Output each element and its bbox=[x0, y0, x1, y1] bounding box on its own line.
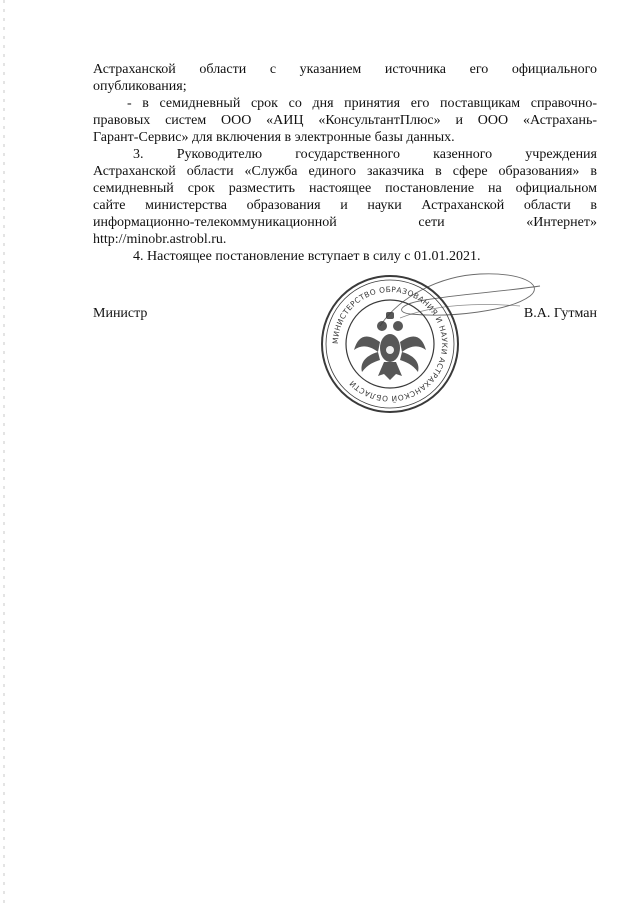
body-line-3: - в семидневный срок со дня принятия его поставщикам справочно- bbox=[127, 96, 597, 111]
signatory-title: Министр bbox=[93, 306, 148, 321]
signatory-name: В.А. Гутман bbox=[523, 306, 597, 321]
body-line-10: информационно-телекоммуникационной сети «Интернет» bbox=[93, 215, 597, 230]
body-line-4: правовых систем ООО «АИЦ «КонсультантПлюс» и ООО «Астрахань- bbox=[93, 113, 597, 128]
body-line-5: Гарант-Сервис» для включения в электронные базы данных. bbox=[93, 130, 455, 145]
official-seal-icon bbox=[318, 272, 462, 416]
body-line-7: Астраханской области «Служба единого заказчика в сфере образования» в bbox=[93, 164, 597, 179]
seal-ring-text: МИНИСТЕРСТВО ОБРАЗОВАНИЯ И НАУКИ АСТРАХАНСКОЙ ОБЛАСТИ bbox=[330, 284, 450, 404]
document-body bbox=[93, 61, 597, 265]
body-line-6: 3. Руководителю государственного казенного учреждения bbox=[133, 147, 597, 162]
signature-block bbox=[93, 306, 597, 326]
body-line-2: опубликования; bbox=[93, 79, 187, 94]
scan-edge-artifact bbox=[3, 0, 5, 905]
body-line-12: 4. Настоящее постановление вступает в силу с 01.01.2021. bbox=[133, 249, 481, 264]
body-line-8: семидневный срок разместить настоящее постановление на официальном bbox=[93, 181, 597, 196]
body-line-9: сайте министерства образования и науки Астраханской области в bbox=[93, 198, 597, 213]
body-line-1: Астраханской области с указанием источника его официального bbox=[93, 62, 597, 77]
body-line-11: http://minobr.astrobl.ru. bbox=[93, 232, 227, 247]
